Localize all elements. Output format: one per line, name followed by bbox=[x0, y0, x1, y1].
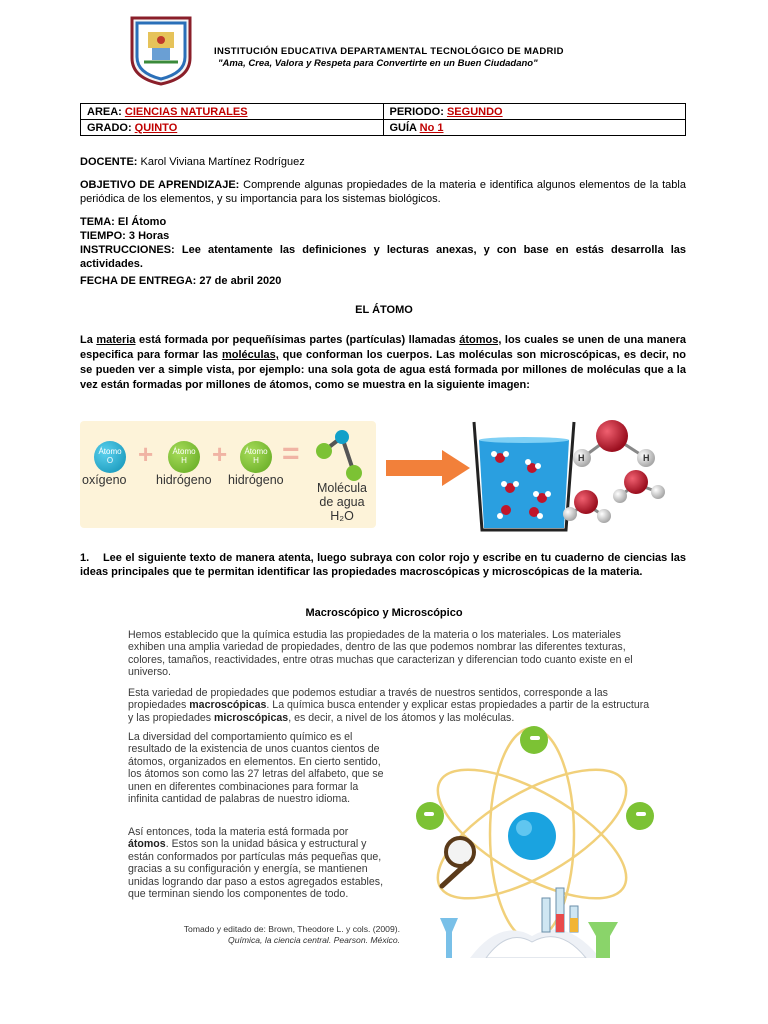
instrucciones-label: INSTRUCCIONES: bbox=[80, 244, 175, 256]
equals-sign: = bbox=[282, 437, 300, 470]
tema-label: TEMA: bbox=[80, 216, 115, 228]
reading-p2-text-2: . La química busca entender y explicar estas propiedades a partir de la estructura y las propiedades bbox=[128, 699, 650, 724]
hydrogen-atom-ball-1 bbox=[168, 441, 200, 473]
atom-model-illustration bbox=[400, 722, 670, 958]
tiempo-label: TIEMPO: bbox=[80, 230, 126, 242]
hydrogen-symbol: H bbox=[181, 456, 187, 465]
reading-credit bbox=[170, 924, 400, 946]
area-value: CIENCIAS NATURALES bbox=[124, 105, 248, 118]
term-atomos-bold: átomos bbox=[128, 838, 166, 851]
water-molecule-icon bbox=[308, 427, 368, 487]
intro-text-2: está formada por pequeñísimas partes (partículas) llamadas bbox=[135, 334, 460, 346]
arrow-right-icon bbox=[386, 450, 472, 486]
reading-p2-text-1: Esta variedad de propiedades que podemos estudiar a través de nuestros sentidos, corresponde a las propiedades bbox=[128, 687, 608, 712]
intro-text-1: La bbox=[80, 334, 97, 346]
reading-p4-text-2: . Estos son la unidad básica y estructural y están conformados por partículas más pequeñas que, gracias a su configuración y energía, se mantienen unidas logrando dar paso a estos agregados estables, que terminan siendo los componentes de todo. bbox=[128, 838, 384, 901]
tiempo-line bbox=[80, 229, 169, 243]
plus-sign: + bbox=[138, 439, 154, 469]
grado-cell bbox=[81, 120, 384, 136]
intro-text-4: que conforman los cuerpos. Las moléculas son microscópicas, es decir, no se pueden ver a simple vista, por ejemplo: una sola gota de agua está formada por millones de moléculas que a la vez están formadas por millones de átomos, como se muestra en la siguiente imagen: bbox=[80, 349, 686, 391]
term-macroscopicas: macroscópicas bbox=[189, 699, 267, 712]
activity-number: 1. bbox=[80, 552, 90, 564]
area-cell bbox=[81, 104, 384, 120]
reading-p4-text-1: Así entonces, toda la materia está formada por bbox=[128, 826, 349, 838]
reading-paragraph-4 bbox=[128, 826, 390, 900]
oxigeno-label: oxígeno bbox=[82, 473, 127, 487]
atoms-to-molecule-figure bbox=[80, 421, 376, 528]
water-molecules-3d-illustration bbox=[560, 416, 680, 528]
guia-value: No 1 bbox=[419, 121, 444, 134]
h-label-right: H bbox=[643, 453, 650, 463]
institution-motto: "Ama, Crea, Valora y Respeta para Convertirte en un Buen Ciudadano" bbox=[218, 58, 538, 69]
atom-word: Átomo bbox=[98, 447, 122, 456]
term-microscopicas: microscópicas bbox=[213, 711, 289, 724]
institution-name: INSTITUCIÓN EDUCATIVA DEPARTAMENTAL TECNOLÓGICO DE MADRID bbox=[214, 46, 564, 57]
oxygen-atom-ball bbox=[94, 441, 126, 473]
credit-line-2: Química, la ciencia central. Pearson. México. bbox=[228, 935, 400, 945]
objetivo-value: Comprende algunas propiedades de la materia e identifica algunos elementos de la tabla periódica de los elementos, y su importancia para los sistemas biológicos. bbox=[80, 179, 686, 205]
de-agua-words: de agua bbox=[319, 495, 365, 509]
fecha-label: FECHA DE ENTREGA: bbox=[80, 275, 197, 287]
docente-label: DOCENTE: bbox=[80, 156, 138, 168]
tiempo-value: 3 Horas bbox=[128, 230, 170, 242]
objetivo-label: OBJETIVO DE APRENDIZAJE: bbox=[80, 179, 240, 191]
atom-word: Átomo bbox=[172, 447, 196, 456]
term-materia: materia bbox=[96, 334, 136, 346]
hidrogeno-label-1: hidrógeno bbox=[156, 473, 212, 487]
area-label: AREA: bbox=[87, 105, 122, 118]
guia-cell bbox=[383, 120, 686, 136]
oxygen-symbol: O bbox=[106, 456, 114, 465]
section-title: EL ÁTOMO bbox=[355, 304, 413, 316]
h-label-left: H bbox=[578, 453, 585, 463]
docente-value: Karol Viviana Martínez Rodríguez bbox=[140, 156, 305, 168]
tema-value: El Átomo bbox=[117, 216, 167, 228]
atom-word: Átomo bbox=[244, 447, 268, 456]
molecula-word: Molécula bbox=[316, 481, 368, 495]
guia-label: GUÍA bbox=[389, 121, 417, 134]
intro-text-3: los cuales se unen de una manera especifica para formar las bbox=[80, 334, 686, 361]
intro-paragraph bbox=[80, 333, 686, 393]
reading-paragraph-1: Hemos establecido que la química estudia las propiedades de la materia o los materiales. Los materiales exhiben una amplia variedad de propiedades, dentro de las que podemos nombrar las diferentes texturas, colores, tamaños, reactividades, entre otras muchas que caracterizan y diferencian todo cuanto existe en el universo. bbox=[128, 629, 633, 679]
activity-1 bbox=[80, 551, 686, 579]
periodo-cell bbox=[383, 104, 686, 120]
fecha-line bbox=[80, 274, 281, 288]
instrucciones-value: Lee atentamente las definiciones y lecturas anexas, y con base en estás desarrolla las actividades. bbox=[80, 244, 687, 270]
fecha-value: 27 de abril 2020 bbox=[199, 275, 282, 287]
reading-paragraph-2 bbox=[128, 687, 656, 724]
grado-label: GRADO: bbox=[87, 121, 132, 134]
tema-line bbox=[80, 215, 166, 229]
reading-p2-text-3: , es decir, a nivel de los átomos y las moléculas. bbox=[288, 711, 515, 724]
reading-title: Macroscópico y Microscópico bbox=[305, 607, 463, 619]
instrucciones-paragraph bbox=[80, 243, 686, 271]
plus-sign: + bbox=[212, 439, 228, 469]
periodo-value: SEGUNDO bbox=[446, 105, 503, 118]
school-logo bbox=[128, 14, 194, 86]
water-formula: H₂O bbox=[330, 509, 354, 523]
water-molecule-label bbox=[312, 481, 372, 523]
term-atomos: átomos, bbox=[459, 334, 502, 346]
grado-value: QUINTO bbox=[134, 121, 178, 134]
term-moleculas: moléculas, bbox=[221, 349, 279, 361]
activity-text: Lee el siguiente texto de manera atenta, luego subraya con color rojo y escribe en tu cuaderno de ciencias las ideas principales que te permitan identificar las propiedades macroscópicas y microscópicas de la materia. bbox=[80, 552, 686, 578]
docente-line bbox=[80, 155, 305, 169]
periodo-label: PERIODO: bbox=[389, 105, 444, 118]
objetivo-paragraph bbox=[80, 178, 686, 206]
credit-line-1: Tomado y editado de: Brown, Theodore L. y cols. (2009). bbox=[183, 924, 400, 934]
guide-info-table bbox=[80, 103, 686, 136]
hidrogeno-label-2: hidrógeno bbox=[228, 473, 284, 487]
hydrogen-atom-ball-2 bbox=[240, 441, 272, 473]
reading-paragraph-3: La diversidad del comportamiento químico es el resultado de la existencia de unos cuantos cientos de átomos, organizados en elementos. En cierto sentido, los átomos son como las 27 letras del alfabeto, que se unen en diferentes combinaciones para formar la infinita cantidad de palabras de nuestro idioma. bbox=[128, 731, 384, 806]
hydrogen-symbol: H bbox=[253, 456, 259, 465]
